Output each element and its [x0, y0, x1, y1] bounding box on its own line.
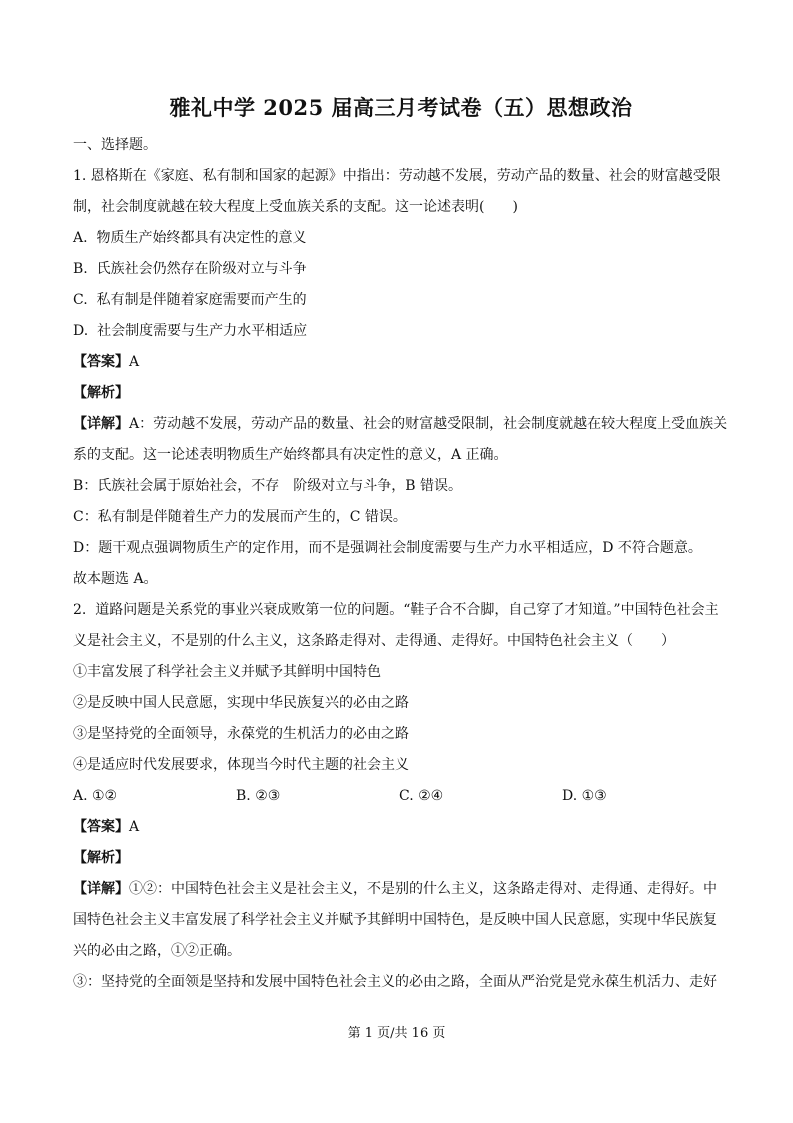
q1-conclusion: 故本题选 A。: [73, 571, 158, 587]
q2-option-b: B. ②③: [236, 788, 281, 804]
q2-statement-2: ②是反映中国人民意愿，实现中华民族复兴的必由之路: [73, 695, 409, 711]
q2-detail-line-4: ③：坚持党的全面领是坚持和发展中国特色社会主义的必由之路，全面从严治党是党永葆生机活力、走好: [73, 974, 717, 990]
q2-option-a: A. ①②: [73, 788, 118, 804]
q2-stem-line-1: 2. 道路问题是关系党的事业兴衰成败第一位的问题。“鞋子合不合脚，自己穿了才知道。”中国特色社会主: [73, 602, 719, 618]
q2-statement-1: ①丰富发展了科学社会主义并赋予其鲜明中国特色: [73, 664, 381, 680]
q2-option-c: C. ②④: [399, 788, 444, 804]
q2-detail-line-1: [73, 874, 729, 905]
q1-detail-tag: 【详解】: [73, 416, 129, 432]
q2-option-d: D. ①③: [562, 788, 607, 804]
q1-option-c: C. 私有制是伴随着家庭需要而产生的: [73, 292, 307, 308]
section-heading: 一、选择题。: [73, 137, 157, 153]
q2-answer: [73, 812, 729, 843]
q2-stem-line-2: 义是社会主义，不是别的什么主义，这条路走得对、走得通、走得好。中国特色社会主义（ ）: [73, 633, 675, 649]
q1-detail-d: D：题干观点强调物质生产的定作用，而不是强调社会制度需要与生产力水平相适应，D 不符合题意。: [73, 540, 702, 556]
q1-detail-text-1: A：劳动越不发展，劳动产品的数量、社会的财富越受限制，社会制度就越在较大程度上受血族关: [129, 416, 728, 432]
q1-detail-line-1: [73, 409, 729, 440]
q2-answer-tag: 【答案】: [73, 819, 129, 835]
q1-detail-c: C：私有制是伴随着生产力的发展而产生的，C 错误。: [73, 509, 407, 525]
page-title: 雅礼中学 2025 届高三月考试卷（五）思想政治: [169, 95, 633, 120]
q1-answer-value: A: [129, 354, 140, 370]
q1-detail-line-2: 系的支配。这一论述表明物质生产始终都具有决定性的意义，A 正确。: [73, 447, 508, 463]
q2-detail-tag: 【详解】: [73, 881, 129, 897]
page-footer: 第 1 页/共 16 页: [347, 1026, 446, 1041]
q2-analysis-tag: 【解析】: [73, 850, 129, 866]
q1-detail-b: B：氏族社会属于原始社会，不存 阶级对立与斗争，B 错误。: [73, 478, 463, 494]
q1-answer: [73, 347, 729, 378]
q2-detail-line-3: 兴的必由之路，①②正确。: [73, 943, 241, 959]
q1-option-a: A. 物质生产始终都具有决定性的意义: [73, 230, 307, 246]
q2-detail-text-1: ①②：中国特色社会主义是社会主义，不是别的什么主义，这条路走得对、走得通、走得好。中: [129, 881, 717, 897]
q2-statement-3: ③是坚持党的全面领导，永葆党的生机活力的必由之路: [73, 726, 409, 742]
q1-answer-tag: 【答案】: [73, 354, 129, 370]
q1-stem-line-2: 制，社会制度就越在较大程度上受血族关系的支配。这一论述表明( ): [73, 199, 518, 215]
q1-option-b: B. 氏族社会仍然存在阶级对立与斗争: [73, 261, 307, 277]
q2-answer-value: A: [129, 819, 140, 835]
q2-statement-4: ④是适应时代发展要求，体现当今时代主题的社会主义: [73, 757, 409, 773]
q1-stem-line-1: 1. 恩格斯在《家庭、私有制和国家的起源》中指出：劳动越不发展，劳动产品的数量、社会的财富越受限: [73, 168, 721, 184]
q1-analysis-tag: 【解析】: [73, 385, 129, 401]
q2-options: [73, 781, 729, 812]
q1-option-d: D. 社会制度需要与生产力水平相适应: [73, 323, 308, 339]
q2-detail-line-2: 国特色社会主义丰富发展了科学社会主义并赋予其鲜明中国特色，是反映中国人民意愿，实现中华民族复: [73, 912, 717, 928]
